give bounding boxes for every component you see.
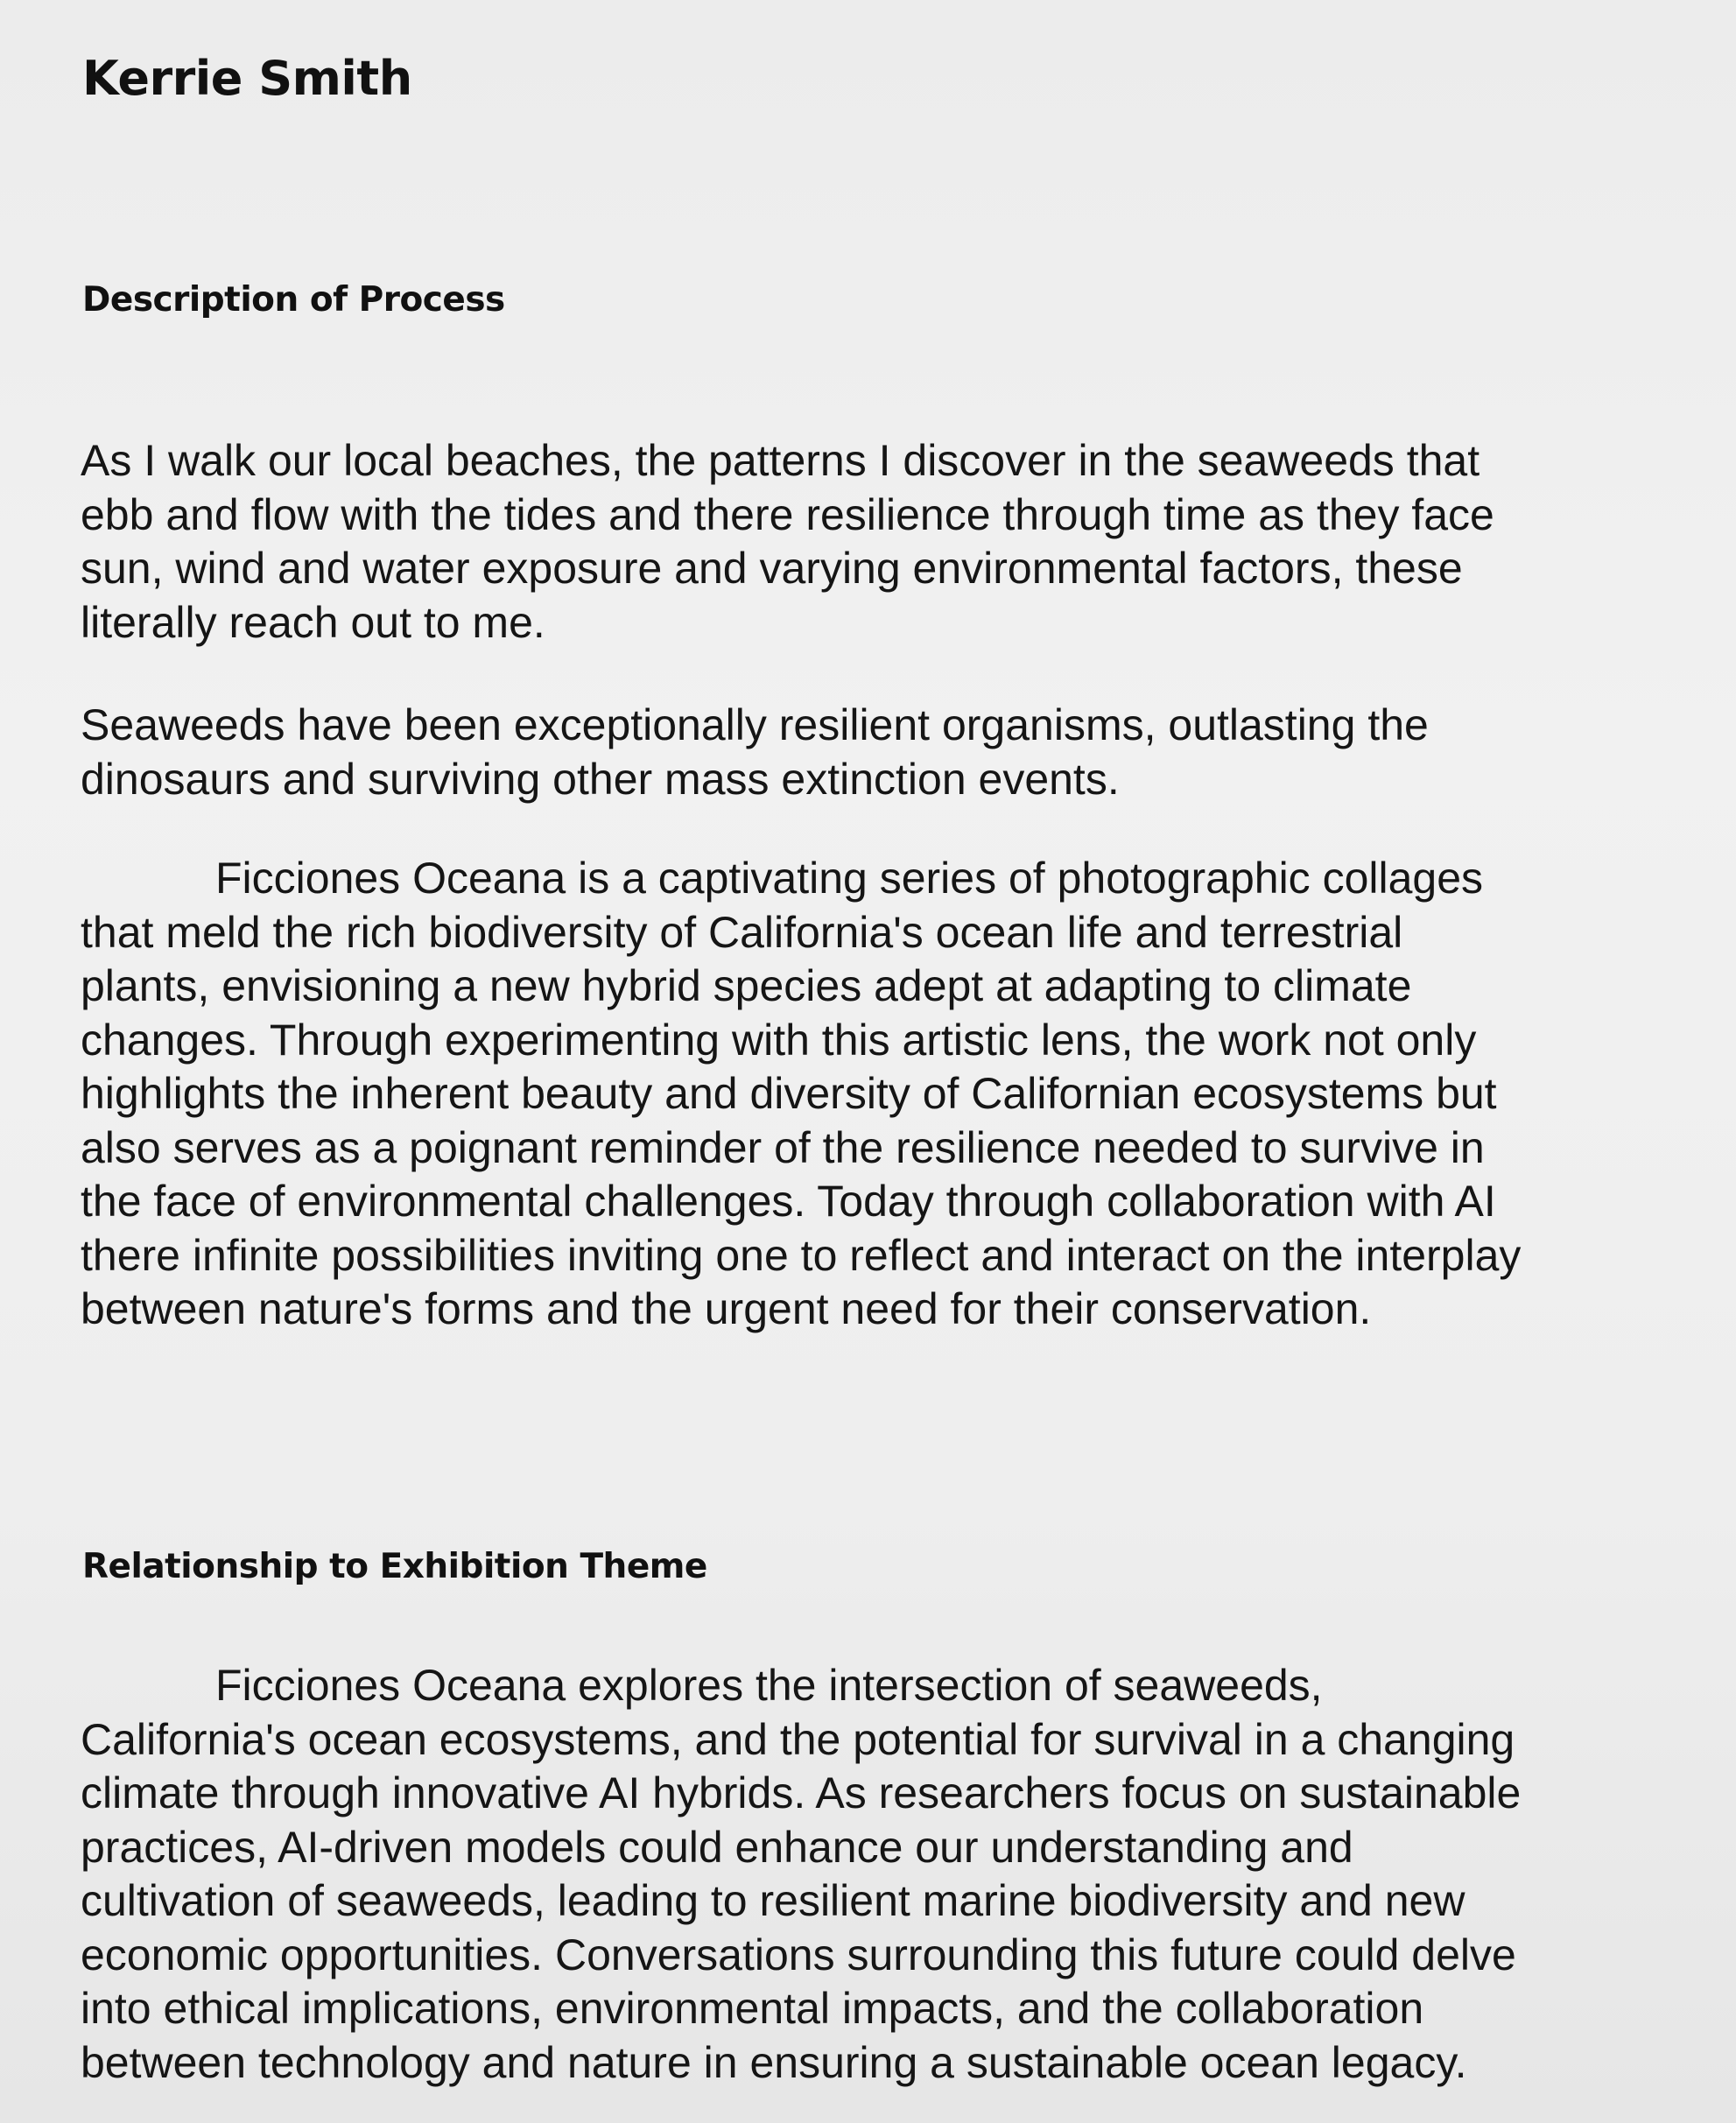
text-line: economic opportunities. Conversations surrounding this future could delve <box>81 1930 1516 1979</box>
artist-name: Kerrie Smith <box>82 51 412 106</box>
text-line: plants, envisioning a new hybrid species adept at adapting to climate <box>81 961 1412 1010</box>
text-line: there infinite possibilities inviting one to reflect and interact on the interplay <box>81 1230 1522 1280</box>
text-line: Ficciones Oceana is a captivating series of photographic collages <box>215 854 1484 903</box>
text-line: ebb and flow with the tides and there resilience through time as they face <box>81 489 1494 539</box>
paragraph-process-3 <box>81 852 1521 1337</box>
text-line: between nature's forms and the urgent need for their conservation. <box>81 1284 1372 1333</box>
text-line: dinosaurs and surviving other mass extinction events. <box>81 754 1120 804</box>
text-line: climate through innovative AI hybrids. As researchers focus on sustainable <box>81 1768 1522 1817</box>
text-line: between technology and nature in ensuring a sustainable ocean legacy. <box>81 2037 1467 2087</box>
section-heading-theme: Relationship to Exhibition Theme <box>82 1547 707 1586</box>
text-line: practices, AI-driven models could enhance our understanding and <box>81 1822 1353 1872</box>
text-line: Ficciones Oceana explores the intersection of seaweeds, <box>215 1661 1323 1710</box>
text-line: Seaweeds have been exceptionally resilient organisms, outlasting the <box>81 700 1429 749</box>
text-line: highlights the inherent beauty and diversity of Californian ecosystems but <box>81 1069 1497 1118</box>
text-line: the face of environmental challenges. Today through collaboration with AI <box>81 1177 1496 1226</box>
paragraph-process-1 <box>81 434 1494 650</box>
text-line: that meld the rich biodiversity of California's ocean life and terrestrial <box>81 907 1403 957</box>
paragraph-theme-1 <box>81 1659 1521 2090</box>
text-line: cultivation of seaweeds, leading to resilient marine biodiversity and new <box>81 1876 1465 1925</box>
paragraph-process-2 <box>81 699 1429 806</box>
text-line: into ethical implications, environmental impacts, and the collaboration <box>81 1984 1424 2033</box>
text-line: As I walk our local beaches, the patterns I discover in the seaweeds that <box>81 436 1480 485</box>
text-line: sun, wind and water exposure and varying environmental factors, these <box>81 544 1463 593</box>
text-line: California's ocean ecosystems, and the potential for survival in a changing <box>81 1714 1515 1764</box>
text-line: also serves as a poignant reminder of the resilience needed to survive in <box>81 1122 1485 1172</box>
text-line: changes. Through experimenting with this artistic lens, the work not only <box>81 1015 1477 1065</box>
section-heading-process: Description of Process <box>82 280 505 320</box>
text-line: literally reach out to me. <box>81 597 545 647</box>
